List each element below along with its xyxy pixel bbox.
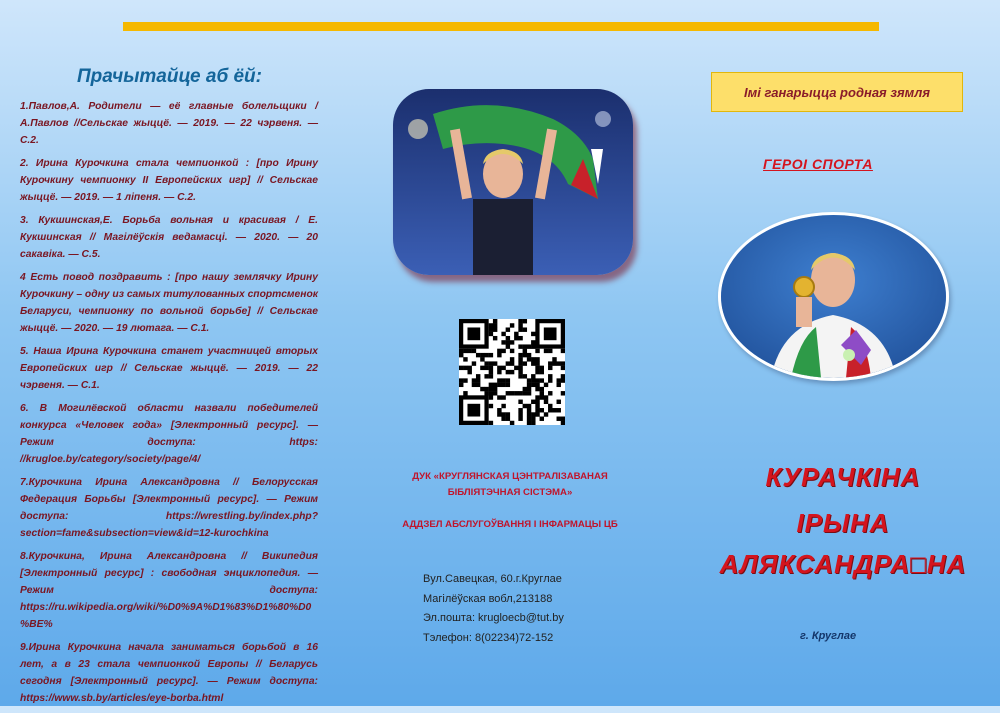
reference-item: 3. Кукшинская,Е. Борьба вольная и красивая / Е. Кукшинская // Магілёўскія ведамасці. — 2020. — 20 сакавіка. — С.5. xyxy=(20,215,318,260)
organization-name: ДУК «КРУГЛЯНСКАЯ ЦЭНТРАЛІЗАВАНАЯ БІБЛІЯТЭЧНАЯ СІСТЭМА» xyxy=(412,471,608,498)
top-accent-bar xyxy=(123,22,879,31)
athlete-with-flag-photo xyxy=(393,89,633,275)
email-line: Эл.пошта: krugloecb@tut.by xyxy=(423,612,564,624)
town-label: г. Круглае xyxy=(800,630,857,642)
motto-banner: Імі ганарыцца родная зямля xyxy=(711,72,963,112)
patronymic: АЛЯКСАНДРА□НА xyxy=(719,549,967,579)
qr-code[interactable] xyxy=(459,319,565,425)
reference-item: 8.Курочкина, Ирина Александровна // Википедия [Электронный ресурс] : свободная энциклопедия. — Режим доступа: https://ru.wikipedia.org/wiki/%D0%9A%D1%83%D1%80%D0%BE% xyxy=(20,551,318,630)
references-list xyxy=(20,98,318,713)
read-about-her-title: Прачытайце аб ёй: xyxy=(77,66,262,87)
heroes-of-sport-heading: ГЕРОІ СПОРТА xyxy=(763,156,873,172)
reference-item: 5. Наша Ирина Курочкина станет участницей вторых Европейских игр // Сельскае жыццё. — 2019. — 22 чэрвеня. — С.1. xyxy=(20,346,318,391)
reference-item: 7.Курочкина Ирина Александровна // Белорусская Федерация Борьбы [Электронный ресурс]. — Режим доступа: https://wrestling.by/index.php?section=fame&subsection=view&id=12-kurochkina xyxy=(20,477,318,539)
phone-line: Тэлефон: 8(02234)72-152 xyxy=(423,631,554,644)
address-line-1: Вул.Савецкая, 60.г.Круглае xyxy=(423,573,562,585)
first-name: ІРЫНА xyxy=(796,508,890,538)
reference-item: 1.Павлов,А. Родители — её главные болельщики / А.Павлов //Сельскае жыццё. — 2019. — 22 чэрвеня. — С.2. xyxy=(20,101,318,146)
athlete-with-medal-photo xyxy=(718,212,949,381)
address-line-2: Магілёўская вобл,213188 xyxy=(423,592,553,605)
contact-block xyxy=(423,570,564,648)
department-name: АДДЗЕЛ АБСЛУГОЎВАННЯ І ІНФАРМАЦЫ ЦБ xyxy=(402,519,618,530)
surname: КУРАЧКІНА xyxy=(765,462,921,492)
reference-item: 9.Ирина Курочкина начала заниматься борьбой в 16 лет, а в 23 стала чемпионкой Европы // Беларусь сегодня [Электронный ресурс]. — Режим доступа: https://www.sb.by/articles/eye-borba.html xyxy=(20,642,318,704)
reference-item: 4 Есть повод поздравить : [про нашу землячку Ирину Курочкину – одну из самых титулованных спортсменок Беларуси, чемпионку по вольной борьбе] // Сельскае жыццё. — 2020. — 19 лютага. — С.1. xyxy=(20,272,318,334)
reference-item: 2. Ирина Курочкина стала чемпионкой : [про Ирину Курочкину чемпионку II Европейских игр] // Сельскае жыццё. — 2019. — 1 ліпеня. — С.2. xyxy=(20,158,318,203)
reference-item: 6. В Могилёвской области назвали победителей конкурса «Человек года» [Электронный ресурс]. — Режим доступа: https: //krugloe.by/category/society/page/4/ xyxy=(20,403,318,465)
